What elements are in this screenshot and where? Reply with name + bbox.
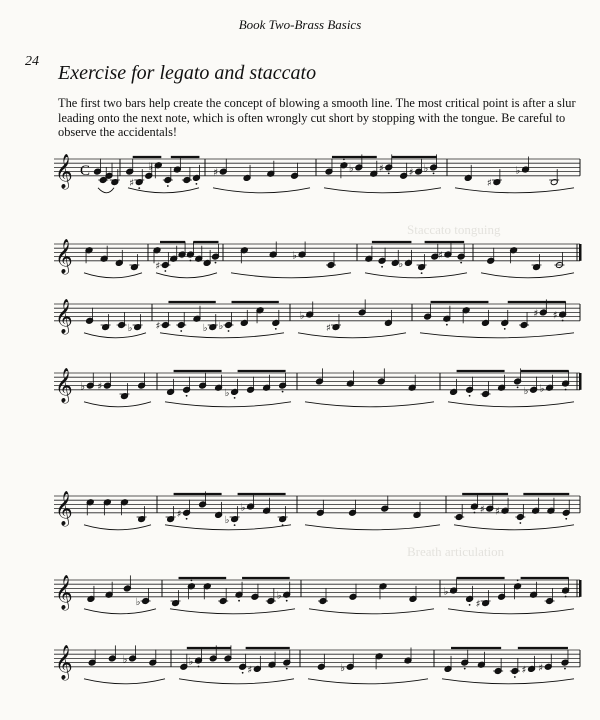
treble-clef-icon: 𝄞 [55, 367, 73, 403]
accidental: ♭ [224, 515, 230, 527]
staccato-dot [517, 387, 519, 389]
treble-clef-icon: 𝄞 [55, 490, 73, 526]
accidental: ♭ [523, 385, 529, 397]
accidental: ♯ [486, 178, 492, 190]
staccato-dot [186, 395, 188, 397]
accidental: ♯ [378, 163, 384, 175]
staccato-dot [234, 397, 236, 399]
slur [160, 333, 284, 338]
slur [165, 402, 291, 407]
staccato-dot [196, 183, 198, 185]
accidental: ♯ [97, 381, 103, 393]
slur [324, 188, 441, 193]
accidental: ♭ [188, 656, 194, 668]
staccato-dot [469, 395, 471, 397]
accidental: ♯ [155, 261, 161, 272]
accidental: ♯ [180, 250, 186, 262]
accidental: ♯ [408, 167, 414, 179]
show-through-heading: Staccato tonguing [407, 222, 501, 237]
slur [84, 525, 151, 530]
accidental: ♯ [538, 662, 544, 674]
slur [231, 273, 351, 278]
slur [454, 525, 574, 530]
final-barline [579, 580, 582, 597]
staccato-dot [517, 579, 519, 581]
accidental: ♯ [521, 664, 527, 676]
staccato-dot [388, 173, 390, 175]
staccato-dot [381, 266, 383, 268]
accidental: ♯ [479, 504, 485, 516]
exercise-title: Exercise for legato and staccato [58, 62, 317, 84]
staccato-dot [562, 320, 564, 322]
staccato-dot [504, 328, 506, 330]
exercise-intro: The first two bars help create the concept of blowing a smooth line. The most critical point is after a slur leading onto the next note, which is often wrongly cut short by stopping with the tongue. Be careful to observe the accidentals! [58, 96, 576, 140]
staccato-dot [282, 391, 284, 393]
accidental: ♭ [348, 163, 354, 175]
treble-clef-icon: 𝄞 [55, 153, 73, 189]
slur [365, 273, 467, 278]
slur [84, 679, 165, 684]
staccato-dot [519, 522, 521, 524]
staccato-dot [238, 600, 240, 602]
slur [84, 333, 146, 338]
slur [179, 679, 294, 684]
slur [448, 402, 574, 407]
accidental: ♯ [155, 321, 161, 332]
accidental: ♭ [135, 597, 141, 608]
accidental: ♭ [127, 323, 133, 335]
page-number: 24 [25, 54, 39, 69]
staccato-dot [464, 668, 466, 670]
slur [98, 188, 114, 193]
accidental: ♭ [224, 387, 230, 399]
staccato-dot [164, 270, 166, 272]
staccato-dot [565, 518, 567, 520]
accidental: ♯ [129, 178, 135, 190]
staccato-dot [460, 262, 462, 264]
accidental: ♯ [475, 599, 481, 611]
slur [481, 273, 574, 278]
accidental: ♯ [495, 506, 500, 518]
accidental: ♭ [398, 258, 404, 270]
accidental: ♯ [533, 308, 539, 320]
accidental: ♭ [122, 654, 128, 666]
time-signature: C [80, 163, 91, 179]
slur [305, 525, 440, 530]
accidental: ♭ [202, 323, 208, 335]
accidental: ♯ [552, 310, 558, 322]
accidental: ♭ [299, 310, 305, 322]
staccato-dot [286, 668, 288, 670]
staccato-dot [234, 524, 236, 526]
staccato-dot [215, 262, 217, 264]
slur [442, 679, 574, 684]
slur [305, 402, 434, 407]
final-barline [579, 373, 582, 390]
staccato-dot [275, 328, 277, 330]
accidental: ♯ [325, 323, 331, 335]
staccato-dot [514, 676, 516, 678]
staccato-dot [433, 173, 435, 175]
staccato-dot [191, 579, 193, 581]
staccato-dot [186, 518, 188, 520]
accidental: ♭ [80, 381, 85, 393]
accidental: ♯ [176, 508, 182, 520]
accidental: ♭ [148, 161, 154, 173]
treble-clef-icon: 𝄞 [55, 574, 73, 610]
slur [84, 609, 156, 614]
staccato-dot [242, 672, 244, 674]
final-barline [579, 244, 582, 261]
treble-clef-icon: 𝄞 [55, 644, 73, 680]
staccato-dot [446, 324, 448, 326]
staccato-dot [343, 158, 345, 160]
slur [156, 273, 217, 278]
treble-clef-icon: 𝄞 [55, 298, 73, 334]
staccato-dot [564, 668, 566, 670]
slur [308, 679, 428, 684]
staccato-dot [198, 666, 200, 668]
accidental: ♭ [340, 662, 345, 674]
staccato-dot [474, 512, 476, 514]
staccato-dot [469, 604, 471, 606]
accidental: ♭ [515, 165, 521, 177]
accidental: ♭ [218, 321, 224, 332]
slur [455, 188, 574, 193]
accidental: ♯ [437, 250, 443, 262]
accidental: ♭ [276, 590, 282, 602]
running-head: Book Two-Brass Basics [238, 17, 362, 32]
treble-clef-icon: 𝄞 [55, 238, 73, 274]
accidental: ♭ [240, 502, 246, 514]
slur [309, 609, 434, 614]
staccato-dot [565, 389, 567, 391]
staccato-dot [565, 596, 567, 598]
slur [298, 333, 406, 338]
accidental: ♯ [213, 167, 219, 179]
staccato-dot [167, 185, 169, 187]
slur [420, 333, 574, 338]
staccato-dot [190, 260, 192, 262]
slur [448, 609, 574, 614]
accidental: ♭ [443, 586, 449, 598]
slur [84, 402, 151, 407]
staccato-dot [421, 272, 423, 274]
slur [84, 273, 142, 278]
show-through-heading: Breath articulation [407, 544, 505, 559]
staccato-dot [286, 600, 288, 602]
staccato-dot [228, 330, 230, 332]
accidental: ♯ [247, 664, 253, 676]
slur [213, 188, 310, 193]
staccato-dot [138, 187, 140, 189]
accidental: ♭ [423, 163, 429, 175]
accidental: ♭ [292, 250, 297, 262]
accidental: ♭ [539, 383, 545, 395]
staccato-dot [180, 330, 182, 332]
slur [170, 609, 295, 614]
